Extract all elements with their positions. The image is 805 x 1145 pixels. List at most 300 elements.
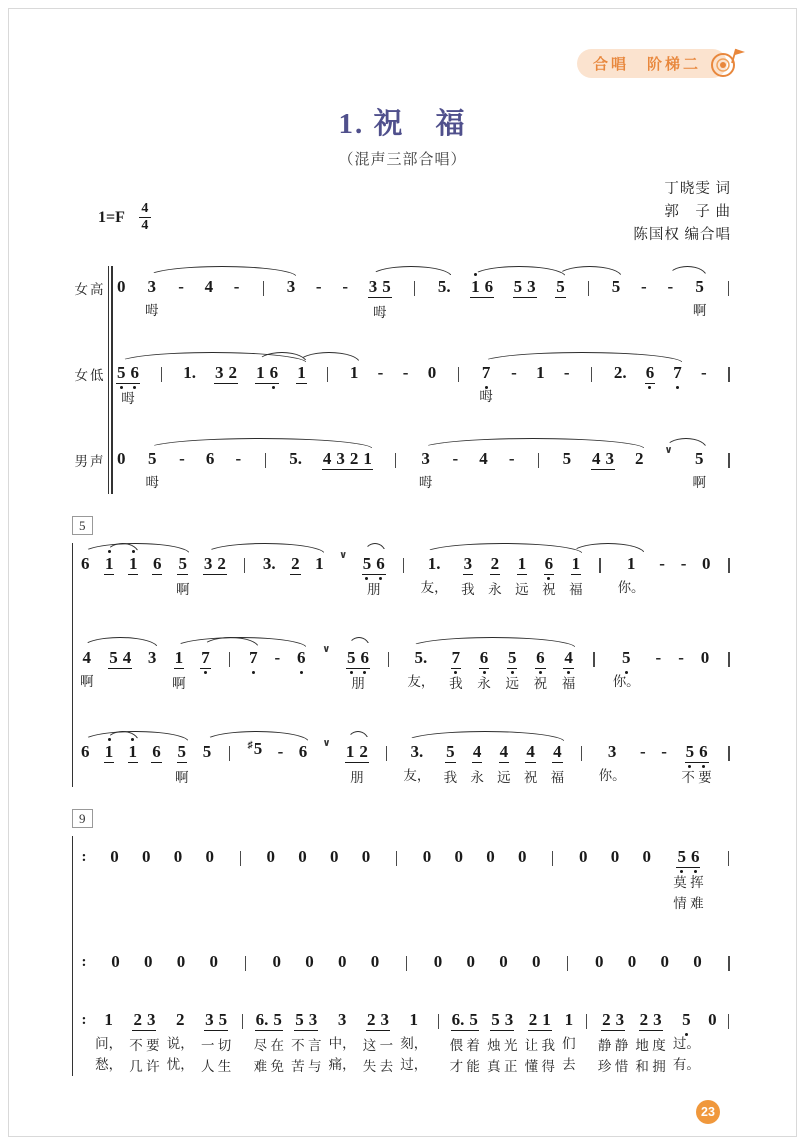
note-glyphs — [611, 276, 622, 296]
note-glyphs — [727, 362, 730, 382]
note-token — [182, 362, 197, 406]
lyric-verse2: 懂 得 — [524, 1059, 555, 1074]
music-system — [72, 809, 733, 1076]
note-token — [700, 362, 708, 406]
note-glyphs — [681, 1009, 692, 1029]
note-glyphs — [81, 846, 88, 866]
note-digit: 2 — [359, 742, 368, 761]
lyric: 过。 — [672, 1036, 700, 1051]
note-token — [498, 951, 509, 971]
note-glyphs — [639, 741, 647, 761]
note-digit: - — [667, 277, 674, 296]
note-token — [362, 553, 386, 599]
barline — [725, 1009, 733, 1074]
note-digit: 0 — [266, 847, 275, 866]
note-digit: 0 — [466, 952, 475, 971]
staff-line — [80, 637, 733, 693]
note-glyphs — [255, 1009, 283, 1031]
note-token — [152, 553, 163, 599]
lyric: 说， — [166, 1036, 194, 1051]
octave-dot-low — [676, 386, 679, 389]
note-glyphs — [479, 647, 490, 669]
note-token — [247, 741, 264, 785]
note-digit: 6 — [545, 555, 554, 573]
note-glyphs — [182, 362, 197, 382]
note-digit: 1 — [363, 449, 372, 468]
note-token — [640, 276, 648, 320]
note-glyphs — [660, 741, 668, 761]
note-digit: 5 — [446, 742, 455, 761]
note-digit: 1 — [105, 743, 114, 761]
note-digit: 0 — [117, 449, 126, 468]
token-row — [116, 266, 733, 322]
note-glyphs — [296, 647, 307, 667]
note-glyphs — [385, 741, 388, 761]
note-digit: - — [640, 277, 647, 296]
note-glyphs — [580, 741, 583, 761]
breath-mark — [321, 644, 331, 691]
time-signature — [139, 202, 151, 233]
lyric: 你。 — [612, 674, 640, 689]
system-body — [74, 266, 733, 494]
barline-stroke — [728, 746, 729, 761]
note-glyphs — [457, 362, 460, 382]
octave-dot-low — [133, 386, 136, 389]
octave-dot-low — [483, 671, 486, 674]
note-glyphs — [204, 276, 215, 296]
barline-stroke — [327, 367, 328, 382]
note-glyphs — [266, 846, 277, 866]
note-glyphs — [141, 846, 152, 866]
note-glyphs — [552, 741, 563, 763]
note-digit: 1. — [183, 363, 196, 382]
lyric: 呣 — [145, 303, 159, 318]
note-glyphs — [147, 276, 158, 296]
lyric: 呣 — [373, 305, 387, 320]
barline-stroke — [728, 1014, 729, 1029]
barline-stroke — [388, 652, 389, 667]
note-glyphs — [414, 647, 429, 667]
barline-stroke — [728, 956, 729, 971]
note-digit: - — [680, 554, 687, 573]
note-digit: 1 — [571, 554, 581, 573]
note-digit: 0 — [209, 952, 218, 971]
barline — [157, 362, 165, 406]
barline — [596, 553, 604, 597]
note-digit: 1 — [471, 278, 480, 296]
barline — [588, 362, 596, 406]
note-token — [700, 647, 711, 691]
barline-stroke — [728, 558, 729, 573]
slur-arc — [147, 266, 297, 277]
slur-arc — [557, 266, 622, 277]
note-glyphs — [639, 1009, 663, 1031]
note-glyphs — [658, 553, 666, 573]
note-glyphs — [176, 951, 187, 971]
note-token — [639, 741, 647, 785]
note-glyphs — [640, 276, 648, 296]
note-digit: - — [701, 363, 707, 382]
note-glyphs — [321, 644, 331, 667]
note-digit: 0 — [144, 952, 153, 971]
note-glyphs — [470, 276, 494, 298]
note-token — [104, 553, 115, 599]
note-digit: 6. — [451, 1010, 465, 1029]
note-token — [478, 448, 489, 492]
note-digit: 4 — [322, 449, 332, 468]
note-token — [654, 647, 662, 691]
note-digit: - — [178, 277, 184, 296]
note-token — [128, 553, 139, 599]
note-digit: 0 — [499, 952, 508, 971]
note-digit: 5 — [513, 277, 523, 296]
note-token — [642, 846, 653, 911]
slur-arc — [409, 637, 576, 648]
lyric-verse2: 几 许 — [129, 1059, 160, 1074]
note-glyphs — [402, 362, 410, 382]
note-digit: 0 — [176, 952, 186, 971]
note-digit: 0 — [173, 847, 183, 866]
lyric: 啊 — [172, 676, 186, 691]
note-digit: 0 — [361, 847, 371, 866]
note-glyphs — [239, 846, 242, 866]
slur-arc — [348, 637, 370, 648]
note-glyphs — [241, 1009, 244, 1029]
note-digit: 4 — [479, 449, 488, 468]
note-glyphs — [173, 846, 184, 866]
note-glyphs — [685, 741, 709, 763]
token-row — [80, 999, 733, 1076]
note-digit: 0 — [110, 847, 119, 866]
note-digit: 2 — [602, 1010, 611, 1029]
note-token — [377, 362, 385, 406]
lyric: 啊 — [692, 475, 707, 490]
barline — [261, 448, 269, 492]
note-glyphs — [555, 276, 566, 298]
note-glyphs — [666, 276, 674, 296]
note-digit: 5 — [682, 1011, 691, 1029]
note-glyphs — [104, 741, 115, 763]
note-digit: 3 — [605, 449, 615, 468]
note-glyphs — [513, 276, 537, 298]
note-glyphs — [370, 951, 381, 971]
measure-number-box: 9 — [72, 809, 93, 828]
breath-mark — [338, 550, 348, 597]
note-glyphs — [294, 1009, 318, 1031]
barline-stroke — [161, 367, 162, 382]
note-digit: 3 — [421, 449, 430, 468]
series-badge-label: 合唱 阶梯二 — [592, 57, 701, 73]
note-token — [517, 846, 528, 911]
lyric: 永 — [477, 676, 491, 691]
note-token — [145, 276, 159, 320]
slur-arc — [364, 543, 386, 554]
note-digit: 7 — [482, 364, 491, 382]
note-token — [599, 741, 626, 785]
note-glyphs — [564, 1009, 575, 1029]
note-glyphs — [247, 741, 264, 761]
barline — [399, 553, 407, 597]
octave-dot-low — [625, 671, 628, 674]
note-digit: 1 — [564, 1010, 574, 1029]
note-token — [145, 448, 159, 492]
note-glyphs — [290, 553, 301, 575]
note-digit: - — [179, 449, 185, 468]
note-digit: 1 — [349, 363, 359, 382]
octave-dot-low — [363, 671, 366, 674]
note-digit: 3 — [146, 1010, 156, 1029]
note-digit: 1 — [256, 363, 265, 382]
breath-mark — [663, 445, 673, 492]
note-digit: 0 — [486, 847, 495, 866]
lyric: 啊 — [692, 303, 707, 318]
note-token — [542, 553, 556, 599]
note-glyphs — [499, 741, 510, 763]
octave-dot-low — [300, 671, 303, 674]
note-digit: 0 — [532, 952, 541, 971]
note-digit: - — [235, 449, 242, 468]
note-token — [108, 647, 132, 693]
note-token — [487, 1009, 517, 1076]
note-token — [200, 647, 211, 693]
note-digit: 4 — [204, 277, 214, 296]
barline-stroke — [588, 281, 589, 296]
note-digit: 7 — [452, 649, 461, 667]
note-glyphs — [277, 741, 285, 761]
note-glyphs — [361, 846, 372, 866]
system-body — [72, 836, 733, 1076]
note-digit: 3. — [262, 554, 276, 573]
note-digit: 0 — [422, 847, 432, 866]
note-token — [562, 647, 576, 693]
lyric: 不 言 — [291, 1038, 322, 1053]
note-token — [202, 741, 213, 785]
note-glyphs — [178, 448, 186, 468]
note-glyphs — [451, 1009, 479, 1031]
note-glyphs — [143, 951, 154, 971]
lyric-verse2: 才 能 — [449, 1059, 480, 1074]
note-digit: 5 — [695, 277, 704, 296]
note-token — [209, 951, 220, 971]
note-token — [680, 553, 688, 597]
note-token — [627, 951, 638, 971]
note-digit: 5 — [382, 277, 391, 296]
lyric-verse2: 真 正 — [487, 1059, 518, 1074]
note-token — [104, 741, 115, 787]
repeat-sign — [80, 1009, 88, 1074]
note-digit: - — [659, 554, 665, 573]
note-digit: 6 — [298, 742, 308, 761]
note-digit: 5 — [508, 649, 517, 667]
lyric: 朋 — [350, 770, 364, 785]
note-digit: 3 — [380, 1010, 389, 1029]
note-digit: 2 — [366, 1010, 376, 1029]
note-glyphs — [394, 448, 397, 468]
note-digit: 5 — [109, 648, 118, 667]
note-digit: 2 — [133, 1010, 142, 1029]
barline — [259, 276, 267, 320]
note-glyphs — [214, 362, 238, 384]
note-glyphs — [427, 362, 438, 382]
note-token — [176, 951, 187, 971]
note-glyphs — [485, 846, 496, 866]
credits — [633, 178, 731, 247]
note-digit: 0 — [370, 952, 380, 971]
note-glyphs — [601, 1009, 625, 1031]
barline-stroke — [593, 652, 594, 667]
note-glyphs — [132, 1009, 156, 1031]
note-token — [314, 553, 325, 597]
barline — [535, 448, 543, 492]
note-digit: 6 — [152, 554, 162, 573]
note-token — [296, 647, 307, 691]
octave-dot-low — [350, 671, 353, 674]
note-glyphs — [177, 741, 188, 763]
note-token — [578, 846, 589, 911]
note-glyphs — [204, 1009, 228, 1031]
note-token — [450, 1009, 480, 1076]
note-digit: - — [274, 648, 281, 667]
note-digit: 0 — [298, 847, 307, 866]
note-glyphs — [345, 741, 369, 763]
note-glyphs — [298, 741, 309, 761]
note-glyphs — [594, 951, 605, 971]
note-digit: 5. — [289, 449, 302, 468]
note-glyphs — [243, 553, 246, 573]
note-glyphs — [387, 647, 390, 667]
note-glyphs — [116, 276, 127, 296]
note-glyphs — [147, 647, 158, 667]
note-token — [433, 951, 444, 971]
note-digit: 3 — [368, 277, 378, 296]
arranger-credit: 陈国权 编合唱 — [633, 227, 731, 243]
note-glyphs — [341, 276, 349, 296]
note-digit: 3 — [615, 1010, 625, 1029]
lyric: 啊 — [80, 674, 94, 689]
note-token — [513, 276, 537, 322]
note-digit: 5 — [611, 277, 621, 296]
note-digit: 5 — [686, 743, 695, 761]
note-digit: 6 — [152, 742, 161, 761]
octave-dot-low — [120, 386, 123, 389]
note-digit: 1 — [174, 648, 184, 667]
slur-arc — [298, 352, 360, 363]
note-digit: 1 — [626, 554, 636, 573]
staff-line — [80, 941, 733, 971]
barline — [238, 1009, 246, 1074]
note-glyphs — [535, 362, 546, 382]
note-glyphs — [209, 951, 220, 971]
lyric: 啊 — [175, 582, 190, 597]
barline-stroke — [728, 851, 729, 866]
note-glyphs — [466, 951, 477, 971]
note-digit: 1. — [427, 554, 441, 573]
note-digit: 3 — [286, 277, 296, 296]
lyric-verse2: 和 拥 — [635, 1059, 666, 1074]
note-token — [129, 1009, 159, 1076]
note-token — [177, 276, 185, 320]
slur-arc — [147, 438, 373, 449]
lyric: 祝 — [523, 770, 538, 785]
note-token — [204, 276, 215, 320]
note-token — [479, 362, 493, 406]
note-digit: 0 — [272, 952, 281, 971]
note-glyphs — [613, 362, 628, 382]
note-token — [341, 276, 349, 320]
music-system — [72, 516, 733, 787]
barline-stroke — [403, 558, 404, 573]
note-token — [422, 846, 433, 911]
barline-stroke — [552, 851, 553, 866]
note-digit: 0 — [111, 952, 120, 971]
note-glyphs — [409, 1009, 420, 1029]
octave-dot-low — [539, 671, 542, 674]
note-glyphs — [700, 362, 708, 382]
note-digit: - — [678, 648, 684, 667]
note-glyphs — [544, 553, 555, 575]
lyric: 呣 — [479, 389, 493, 404]
barline — [403, 951, 411, 971]
note-glyphs — [591, 448, 615, 470]
breath-glyph: ∨ — [322, 644, 331, 655]
system-body — [72, 543, 733, 787]
lyric-verse2: 愁， — [95, 1057, 123, 1072]
lyric: 远 — [515, 582, 529, 597]
barline-stroke — [581, 746, 582, 761]
note-token — [363, 1009, 393, 1076]
composer-credit: 郭 子 曲 — [664, 204, 731, 220]
note-glyphs — [517, 846, 528, 866]
note-glyphs — [322, 738, 332, 761]
barline-stroke — [599, 558, 600, 573]
note-glyphs — [451, 647, 462, 669]
note-token — [109, 846, 120, 911]
note-glyphs — [481, 362, 492, 382]
note-token — [562, 1009, 576, 1074]
note-glyphs — [304, 951, 315, 971]
barline — [564, 951, 572, 971]
note-glyphs — [655, 647, 663, 667]
lyric: 呣 — [145, 475, 159, 490]
note-digit: 2 — [349, 449, 359, 468]
note-token — [407, 647, 434, 691]
lyric: 让 我 — [524, 1038, 555, 1053]
note-glyphs — [535, 647, 546, 669]
note-glyphs — [700, 647, 711, 667]
note-glyphs — [234, 448, 242, 468]
barline — [225, 647, 233, 691]
note-token — [569, 553, 583, 599]
note-digit: 5 — [147, 449, 157, 468]
note-token — [400, 1009, 427, 1074]
note-token — [535, 362, 546, 406]
note-digit: 7 — [673, 364, 682, 382]
note-token — [515, 553, 529, 599]
note-glyphs — [366, 1009, 390, 1031]
note-glyphs — [445, 741, 456, 763]
note-glyphs — [81, 1009, 88, 1029]
note-token — [172, 647, 186, 693]
note-digit: - — [508, 449, 515, 468]
note-digit: 1 — [409, 1010, 419, 1029]
note-glyphs — [160, 362, 163, 382]
note-glyphs — [346, 647, 370, 669]
note-token — [205, 448, 216, 492]
lyric: 你。 — [617, 580, 645, 595]
barline — [725, 846, 733, 911]
note-glyphs — [727, 846, 730, 866]
repeat-sign — [80, 951, 88, 971]
